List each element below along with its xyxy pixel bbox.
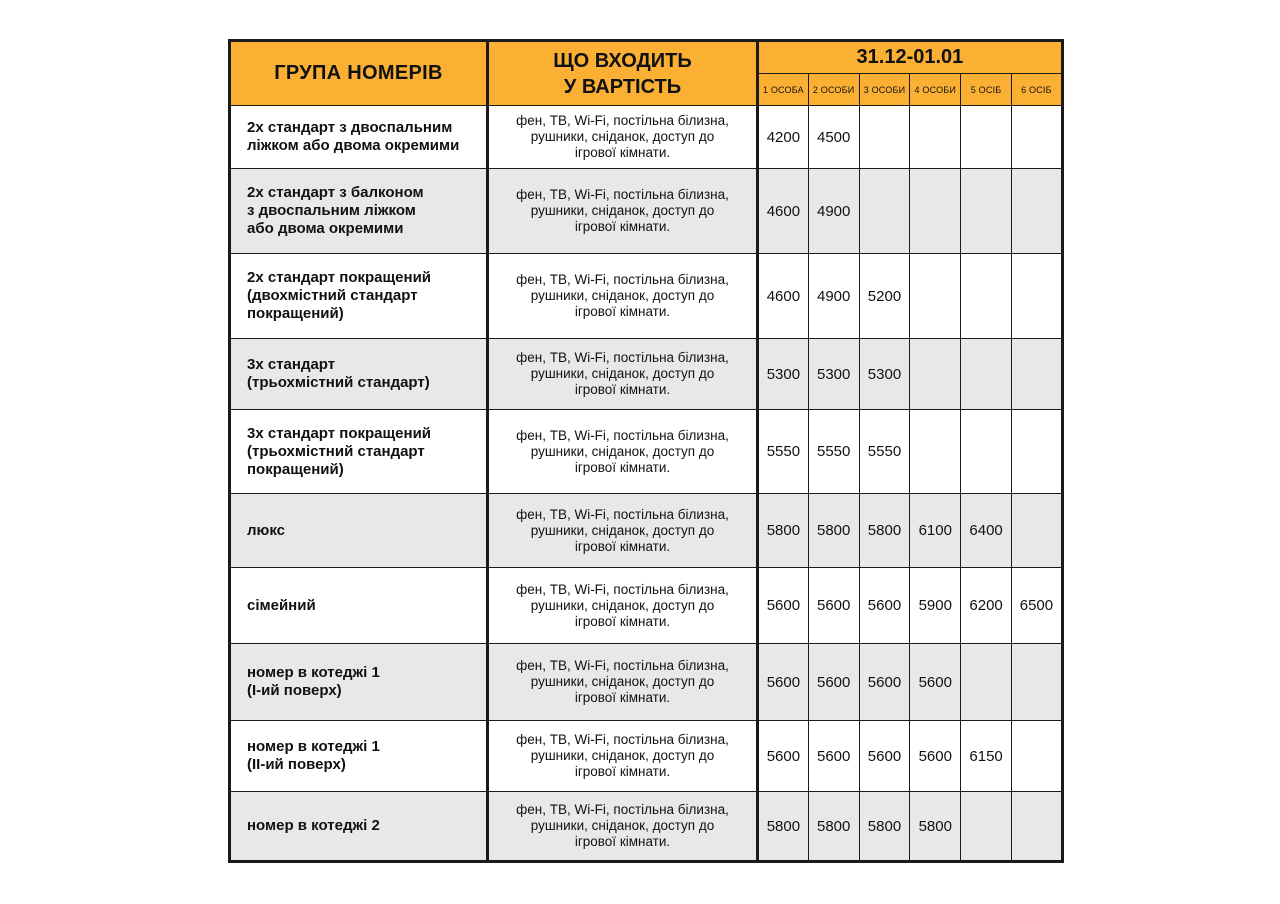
price-cell: 5800 <box>859 494 910 568</box>
table-row <box>230 792 1063 862</box>
table-row <box>230 410 1063 494</box>
includes-cell <box>488 339 758 410</box>
includes-line: ігрової кімнати. <box>574 459 671 475</box>
price-cell: 5600 <box>910 644 961 721</box>
price-cell <box>961 169 1012 254</box>
includes-line: рушники, сніданок, доступ до <box>530 674 715 689</box>
table-row <box>230 721 1063 792</box>
includes-line: ігрової кімнати. <box>574 145 671 160</box>
room-type-line: (двохмістний стандарт <box>247 287 418 304</box>
includes-cell <box>488 254 758 339</box>
includes-line: рушники, сніданок, доступ до <box>530 366 715 381</box>
includes-line: рушники, сніданок, доступ до <box>530 597 715 613</box>
includes-line: фен, ТВ, Wi-Fi, постільна білизна, <box>516 506 729 522</box>
room-type-line: (трьохмістний стандарт) <box>247 374 430 391</box>
price-cell: 6200 <box>961 568 1012 644</box>
includes-line: ігрової кімнати. <box>574 690 671 705</box>
price-cell: 5600 <box>758 568 809 644</box>
room-type-line: 2х стандарт покращений <box>247 269 432 286</box>
includes-line: рушники, сніданок, доступ до <box>530 203 715 218</box>
room-type-line: 3х стандарт покращений <box>247 424 432 442</box>
price-cell: 5300 <box>808 339 859 410</box>
price-cell <box>961 106 1012 169</box>
price-cell: 5550 <box>758 410 809 494</box>
price-cell: 5600 <box>758 644 809 721</box>
price-cell: 5600 <box>758 721 809 792</box>
price-cell: 6500 <box>1011 568 1062 644</box>
includes-cell <box>488 410 758 494</box>
header-date-range: 31.12-01.01 <box>758 41 1063 74</box>
header-person-count: 2 ОСОБИ <box>808 74 859 106</box>
includes-line: фен, ТВ, Wi-Fi, постільна білизна, <box>516 187 729 202</box>
room-type-line: 2х стандарт з балконом <box>247 184 424 201</box>
price-cell <box>859 106 910 169</box>
includes-line: фен, ТВ, Wi-Fi, постільна білизна, <box>516 272 729 287</box>
includes-line: ігрової кімнати. <box>574 834 671 849</box>
price-cell <box>859 169 910 254</box>
price-cell: 5300 <box>859 339 910 410</box>
includes-cell <box>488 169 758 254</box>
includes-line: ігрової кімнати. <box>574 219 671 234</box>
price-cell: 4200 <box>758 106 809 169</box>
price-cell: 5600 <box>859 568 910 644</box>
room-type-line: 3х стандарт <box>247 356 336 373</box>
includes-line: ігрової кімнати. <box>574 764 671 779</box>
table-row <box>230 568 1063 644</box>
room-type-line: (I-ий поверх) <box>247 682 342 699</box>
includes-line: ігрової кімнати. <box>574 304 671 319</box>
price-cell <box>1011 494 1062 568</box>
header-includes-line1: ЩО ВХОДИТЬ <box>553 49 692 72</box>
price-cell: 5800 <box>808 792 859 862</box>
table-row <box>230 169 1063 254</box>
price-cell: 5600 <box>859 721 910 792</box>
price-cell: 5600 <box>808 721 859 792</box>
includes-cell <box>488 721 758 792</box>
header-person-count: 3 ОСОБИ <box>859 74 910 106</box>
price-cell <box>961 254 1012 339</box>
header-person-count: 1 ОСОБА <box>758 74 809 106</box>
header-person-count: 4 ОСОБИ <box>910 74 961 106</box>
includes-line: ігрової кімнати. <box>574 538 671 554</box>
price-cell: 6150 <box>961 721 1012 792</box>
price-cell <box>910 106 961 169</box>
room-type-cell <box>230 494 488 568</box>
includes-line: ігрової кімнати. <box>574 613 671 629</box>
price-cell: 4600 <box>758 254 809 339</box>
includes-line: фен, ТВ, Wi-Fi, постільна білизна, <box>516 802 729 817</box>
includes-line: фен, ТВ, Wi-Fi, постільна білизна, <box>516 350 729 365</box>
includes-line: рушники, сніданок, доступ до <box>530 748 715 763</box>
price-cell <box>1011 721 1062 792</box>
includes-cell <box>488 644 758 721</box>
header-person-count: 6 ОСІБ <box>1011 74 1062 106</box>
table-row <box>230 494 1063 568</box>
price-cell: 4600 <box>758 169 809 254</box>
price-cell <box>1011 792 1062 862</box>
price-cell: 5800 <box>758 494 809 568</box>
room-type-cell <box>230 106 488 169</box>
price-cell <box>910 410 961 494</box>
price-cell: 5550 <box>859 410 910 494</box>
price-cell: 5800 <box>910 792 961 862</box>
price-cell <box>1011 410 1062 494</box>
price-cell: 4900 <box>808 254 859 339</box>
includes-line: рушники, сніданок, доступ до <box>530 129 715 144</box>
room-type-line: номер в котеджі 1 <box>247 664 380 681</box>
price-cell: 5600 <box>808 568 859 644</box>
header-includes-line2: У ВАРТІСТЬ <box>563 75 682 98</box>
room-type-line: ліжком або двома окремими <box>247 137 460 154</box>
price-cell: 5600 <box>859 644 910 721</box>
room-type-line: або двома окремими <box>247 220 404 237</box>
room-type-cell <box>230 410 488 494</box>
includes-line: фен, ТВ, Wi-Fi, постільна білизна, <box>516 113 729 128</box>
price-cell: 5800 <box>808 494 859 568</box>
includes-cell <box>488 494 758 568</box>
price-cell <box>910 339 961 410</box>
price-cell: 5900 <box>910 568 961 644</box>
room-type-cell <box>230 792 488 862</box>
includes-line: рушники, сніданок, доступ до <box>530 443 715 459</box>
includes-line: фен, ТВ, Wi-Fi, постільна білизна, <box>516 732 729 747</box>
room-type-line: номер в котеджі 2 <box>247 817 380 834</box>
room-type-cell <box>230 169 488 254</box>
price-cell <box>1011 644 1062 721</box>
price-cell: 4500 <box>808 106 859 169</box>
room-type-line: (трьохмістний стандарт <box>247 442 425 460</box>
price-cell <box>1011 106 1062 169</box>
header-includes <box>488 41 758 106</box>
table-row <box>230 254 1063 339</box>
includes-line: фен, ТВ, Wi-Fi, постільна білизна, <box>516 427 729 443</box>
room-type-line: сімейний <box>247 596 316 614</box>
price-cell <box>910 254 961 339</box>
price-cell: 5300 <box>758 339 809 410</box>
room-type-cell <box>230 568 488 644</box>
price-cell <box>1011 339 1062 410</box>
price-cell: 5200 <box>859 254 910 339</box>
room-type-cell <box>230 254 488 339</box>
room-type-line: 2х стандарт з двоспальним <box>247 119 453 136</box>
price-cell: 5800 <box>859 792 910 862</box>
includes-line: фен, ТВ, Wi-Fi, постільна білизна, <box>516 658 729 673</box>
room-type-line: покращений) <box>247 460 344 478</box>
price-cell: 6400 <box>961 494 1012 568</box>
price-cell <box>961 792 1012 862</box>
price-cell: 5550 <box>808 410 859 494</box>
includes-cell <box>488 792 758 862</box>
header-room-group: ГРУПА НОМЕРІВ <box>230 41 488 106</box>
room-type-cell <box>230 721 488 792</box>
room-type-line: номер в котеджі 1 <box>247 738 380 755</box>
includes-line: рушники, сніданок, доступ до <box>530 522 715 538</box>
price-cell: 5600 <box>808 644 859 721</box>
table-row <box>230 644 1063 721</box>
table-row <box>230 106 1063 169</box>
room-type-line: з двоспальним ліжком <box>247 202 416 219</box>
header-person-count: 5 ОСІБ <box>961 74 1012 106</box>
room-type-cell <box>230 339 488 410</box>
room-type-line: (II-ий поверх) <box>247 756 346 773</box>
includes-line: рушники, сніданок, доступ до <box>530 288 715 303</box>
table-row <box>230 339 1063 410</box>
price-cell <box>961 339 1012 410</box>
includes-cell <box>488 106 758 169</box>
includes-line: ігрової кімнати. <box>574 382 671 397</box>
room-type-line: покращений) <box>247 305 344 322</box>
price-cell: 4900 <box>808 169 859 254</box>
price-cell <box>961 644 1012 721</box>
includes-line: фен, ТВ, Wi-Fi, постільна білизна, <box>516 581 729 597</box>
price-cell <box>961 410 1012 494</box>
price-table <box>228 39 1064 863</box>
price-cell <box>910 169 961 254</box>
price-cell: 6100 <box>910 494 961 568</box>
price-cell: 5800 <box>758 792 809 862</box>
price-cell <box>1011 254 1062 339</box>
room-type-cell <box>230 644 488 721</box>
includes-line: рушники, сніданок, доступ до <box>530 818 715 833</box>
includes-cell <box>488 568 758 644</box>
room-type-line: люкс <box>247 521 285 539</box>
price-cell <box>1011 169 1062 254</box>
price-cell: 5600 <box>910 721 961 792</box>
